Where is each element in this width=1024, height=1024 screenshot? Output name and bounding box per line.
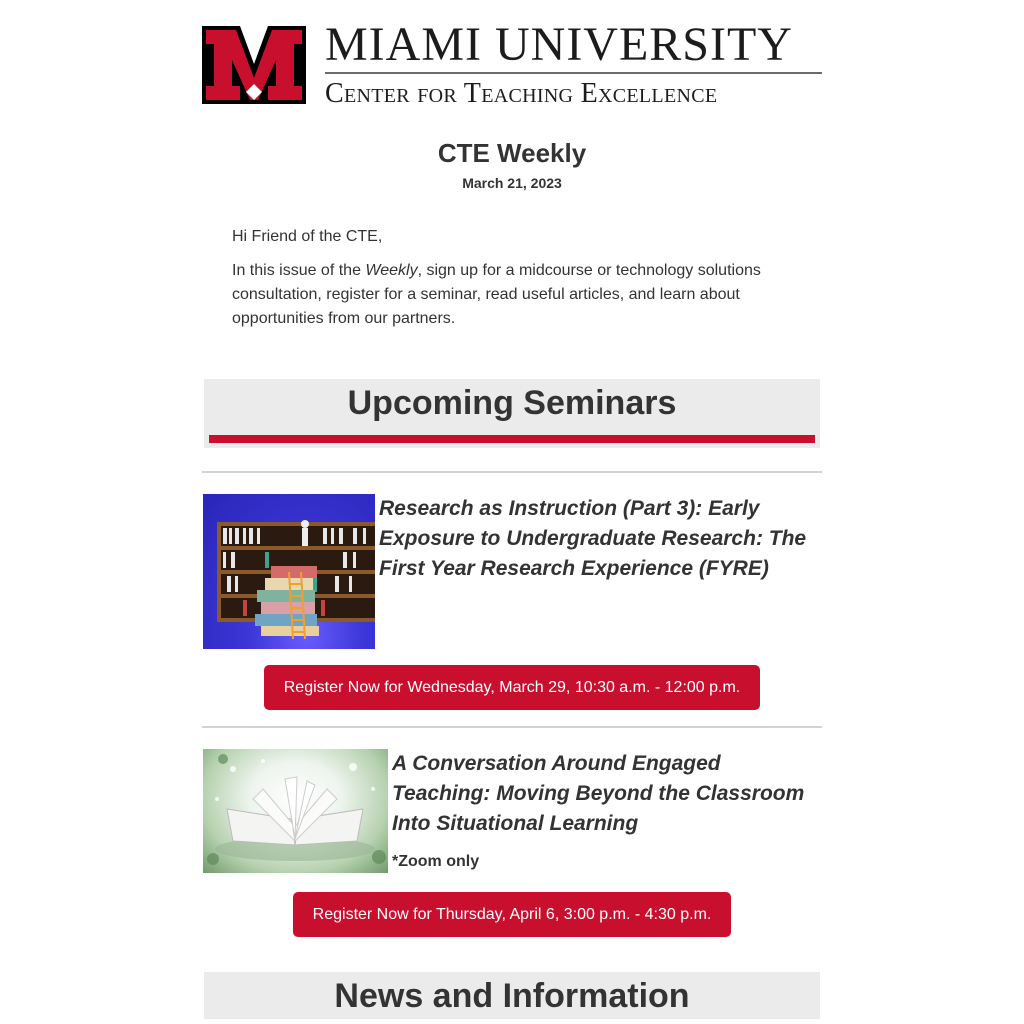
center-name: Center for Teaching Excellence — [325, 78, 718, 109]
miami-m-logo — [202, 26, 306, 104]
brand-header — [202, 0, 822, 112]
seminar-image-open-book[interactable] — [203, 749, 388, 873]
greeting: Hi Friend of the CTE, — [232, 228, 383, 245]
zoom-note: *Zoom only — [392, 853, 480, 870]
intro-section — [202, 225, 822, 331]
news-heading: News and Information — [334, 977, 690, 1015]
header-rule — [325, 72, 822, 74]
register-button[interactable]: Register Now for Thursday, April 6, 3:00 p.m. - 4:30 p.m. — [293, 892, 732, 937]
newsletter — [202, 0, 822, 1019]
seminar-item — [202, 494, 822, 649]
seminar-item — [202, 749, 822, 873]
register-button[interactable]: Register Now for Wednesday, March 29, 10:30 a.m. - 12:00 p.m. — [264, 665, 761, 710]
seminars-section-header — [204, 379, 820, 448]
intro-paragraph — [232, 259, 792, 331]
bookshelf-illustration — [203, 494, 375, 649]
university-name: MIAMI UNIVERSITY — [325, 18, 793, 71]
register-row — [202, 665, 822, 710]
open-book-photo — [203, 749, 388, 873]
divider — [202, 471, 822, 473]
newsletter-title: CTE Weekly — [437, 138, 587, 168]
news-section-header — [204, 972, 820, 1019]
seminar-text — [392, 749, 822, 871]
seminar-image-bookshelf[interactable] — [203, 494, 375, 649]
intro-weekly: Weekly — [365, 262, 418, 279]
intro-text: , sign up for a midcourse or technology solutions consultation, register for a seminar, read useful articles, and learn about opportunities from our partners. — [232, 262, 761, 327]
newsletter-date: March 21, 2023 — [462, 175, 562, 191]
section-accent-bar — [209, 435, 815, 443]
seminar-text — [379, 494, 822, 584]
register-row — [202, 892, 822, 937]
seminar-title[interactable]: Research as Instruction (Part 3): Early Exposure to Undergraduate Research: The First Year Research Experience (FYRE) — [379, 497, 807, 580]
seminar-title[interactable]: A Conversation Around Engaged Teaching: Moving Beyond the Classroom Into Situational Learning — [392, 752, 805, 835]
intro-text: In this issue of the — [232, 262, 366, 279]
divider — [202, 726, 822, 728]
seminars-heading: Upcoming Seminars — [347, 384, 677, 422]
